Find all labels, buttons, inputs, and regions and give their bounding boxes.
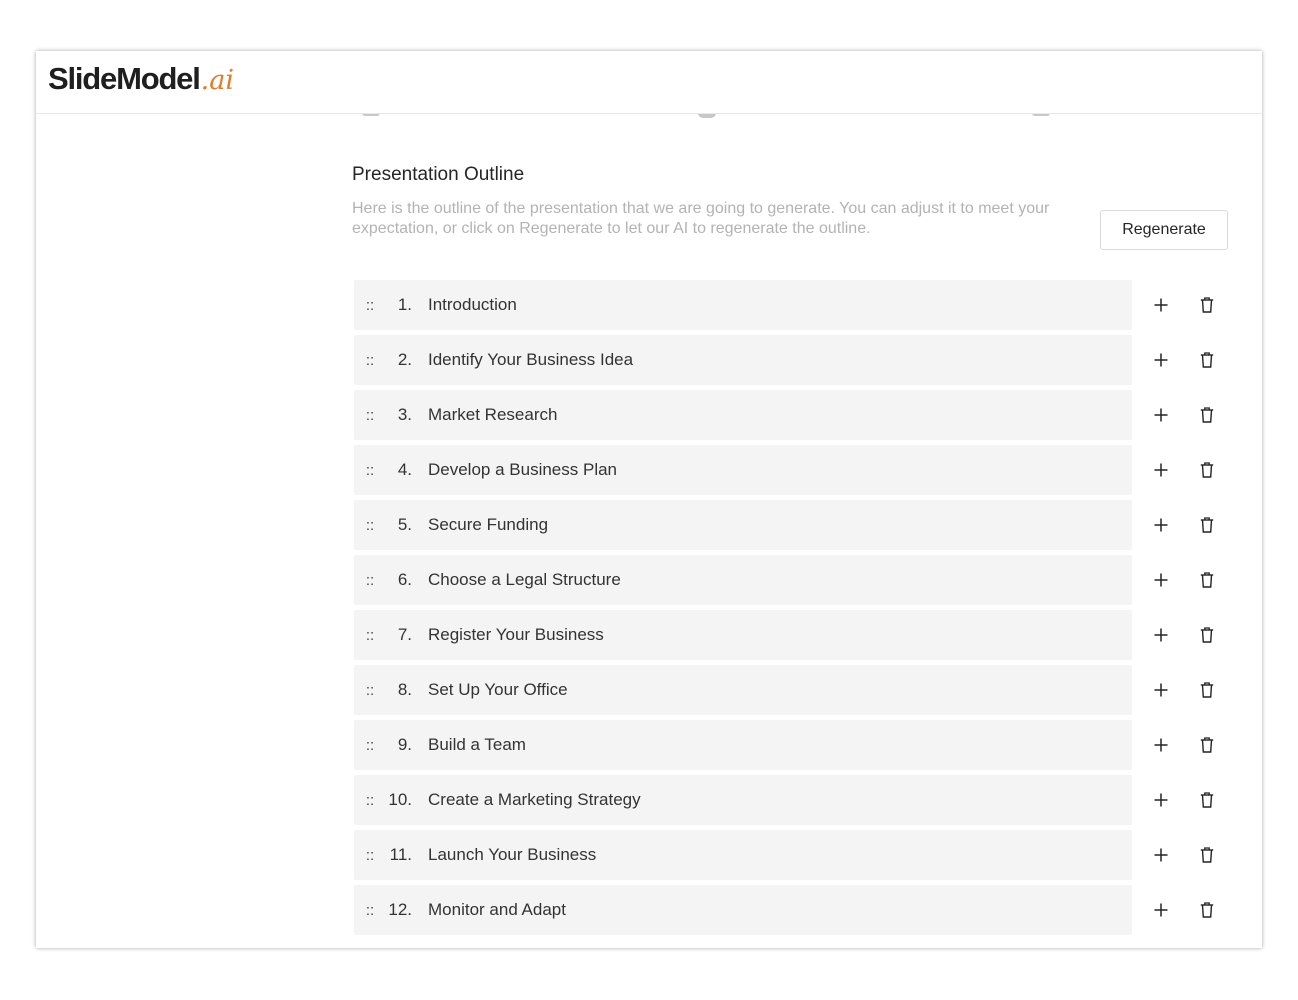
drag-handle-icon[interactable]: ::	[365, 406, 375, 424]
add-item-button[interactable]	[1146, 620, 1176, 650]
drag-handle-icon[interactable]: ::	[365, 571, 375, 589]
outline-item[interactable]	[354, 555, 1132, 605]
outline-row	[354, 775, 1232, 825]
outline-item[interactable]	[354, 665, 1132, 715]
trash-icon	[1200, 572, 1214, 588]
drag-handle-icon[interactable]: ::	[365, 461, 375, 479]
delete-item-button[interactable]	[1192, 510, 1222, 540]
item-title[interactable]: Identify Your Business Idea	[428, 350, 634, 369]
item-title[interactable]: Build a Team	[428, 735, 526, 754]
item-title[interactable]: Market Research	[428, 405, 558, 424]
drag-handle-icon[interactable]: ::	[365, 296, 375, 314]
item-title[interactable]: Create a Marketing Strategy	[428, 790, 641, 809]
item-number: 8.	[397, 680, 412, 699]
trash-icon	[1200, 352, 1214, 368]
plus-icon	[1154, 518, 1168, 532]
add-item-button[interactable]	[1146, 510, 1176, 540]
drag-handle-icon[interactable]: ::	[365, 681, 375, 699]
trash-icon	[1200, 462, 1214, 478]
add-item-button[interactable]	[1146, 675, 1176, 705]
outline-row	[354, 610, 1232, 660]
plus-icon	[1154, 628, 1168, 642]
plus-icon	[1154, 683, 1168, 697]
plus-icon	[1154, 573, 1168, 587]
item-number: 1.	[397, 295, 412, 314]
add-item-button[interactable]	[1146, 565, 1176, 595]
outline-row	[354, 830, 1232, 880]
outline-item[interactable]	[354, 445, 1132, 495]
drag-handle-icon[interactable]: ::	[365, 626, 375, 644]
trash-icon	[1200, 847, 1214, 863]
header-bar	[36, 51, 1262, 114]
plus-icon	[1154, 848, 1168, 862]
trash-icon	[1200, 737, 1214, 753]
item-title[interactable]: Choose a Legal Structure	[428, 570, 621, 589]
outline-item[interactable]	[354, 830, 1132, 880]
logo-wordmark: SlideModel	[48, 61, 200, 96]
delete-item-button[interactable]	[1192, 895, 1222, 925]
trash-icon	[1200, 407, 1214, 423]
outline-item[interactable]	[354, 610, 1132, 660]
plus-icon	[1154, 408, 1168, 422]
item-number: 10.	[388, 790, 412, 809]
drag-handle-icon[interactable]: ::	[365, 351, 375, 369]
delete-item-button[interactable]	[1192, 675, 1222, 705]
item-title[interactable]: Secure Funding	[428, 515, 549, 534]
add-item-button[interactable]	[1146, 730, 1176, 760]
drag-handle-icon[interactable]: ::	[365, 791, 375, 809]
outline-item[interactable]	[354, 775, 1132, 825]
drag-handle-icon[interactable]: ::	[365, 736, 375, 754]
trash-icon	[1200, 682, 1214, 698]
item-title[interactable]: Develop a Business Plan	[428, 460, 618, 479]
outline-item[interactable]	[354, 720, 1132, 770]
plus-icon	[1154, 738, 1168, 752]
outline-item[interactable]	[354, 500, 1132, 550]
add-item-button[interactable]	[1146, 400, 1176, 430]
item-number: 9.	[397, 735, 412, 754]
drag-handle-icon[interactable]: ::	[365, 901, 375, 919]
outline-row	[354, 885, 1232, 935]
plus-icon	[1154, 903, 1168, 917]
add-item-button[interactable]	[1146, 455, 1176, 485]
outline-row	[354, 445, 1232, 495]
plus-icon	[1154, 353, 1168, 367]
trash-icon	[1200, 517, 1214, 533]
outline-row	[354, 720, 1232, 770]
outline-row	[354, 280, 1232, 330]
item-number: 12.	[388, 900, 412, 919]
delete-item-button[interactable]	[1192, 565, 1222, 595]
delete-item-button[interactable]	[1192, 785, 1222, 815]
delete-item-button[interactable]	[1192, 400, 1222, 430]
delete-item-button[interactable]	[1192, 730, 1222, 760]
section-title: Presentation Outline	[352, 164, 525, 185]
item-title[interactable]: Set Up Your Office	[428, 680, 568, 699]
item-number: 11.	[389, 845, 412, 864]
section-description: Here is the outline of the presentation that we are going to generate. You can adjust it to meet your expectation, or click on Regenerate to let our AI to regenerate the outline.	[352, 200, 1050, 237]
plus-icon	[1154, 298, 1168, 312]
item-number: 7.	[397, 625, 412, 644]
regenerate-button[interactable]: Regenerate	[1100, 210, 1228, 250]
trash-icon	[1200, 792, 1214, 808]
app-window	[36, 51, 1262, 948]
description-row	[352, 199, 1232, 265]
outline-row	[354, 665, 1232, 715]
item-number: 4.	[397, 460, 412, 479]
trash-icon	[1200, 902, 1214, 918]
item-title[interactable]: Launch Your Business	[428, 845, 597, 864]
outline-item[interactable]	[354, 335, 1132, 385]
drag-handle-icon[interactable]: ::	[365, 846, 375, 864]
add-item-button[interactable]	[1146, 785, 1176, 815]
outline-section	[352, 163, 1232, 919]
item-title[interactable]: Monitor and Adapt	[428, 900, 566, 919]
drag-handle-icon[interactable]: ::	[365, 516, 375, 534]
item-number: 2.	[397, 350, 412, 369]
outline-item[interactable]	[354, 885, 1132, 935]
outline-item[interactable]	[354, 280, 1132, 330]
outline-row	[354, 390, 1232, 440]
trash-icon	[1200, 627, 1214, 643]
delete-item-button[interactable]	[1192, 290, 1222, 320]
item-title[interactable]: Introduction	[428, 295, 517, 314]
plus-icon	[1154, 463, 1168, 477]
outline-list	[354, 280, 1232, 940]
item-number: 5.	[397, 515, 412, 534]
outline-row	[354, 500, 1232, 550]
add-item-button[interactable]	[1146, 895, 1176, 925]
outline-row	[354, 555, 1232, 605]
item-number: 6.	[397, 570, 412, 589]
delete-item-button[interactable]	[1192, 620, 1222, 650]
plus-icon	[1154, 793, 1168, 807]
add-item-button[interactable]	[1146, 840, 1176, 870]
delete-item-button[interactable]	[1192, 840, 1222, 870]
add-item-button[interactable]	[1146, 290, 1176, 320]
outline-item[interactable]	[354, 390, 1132, 440]
add-item-button[interactable]	[1146, 345, 1176, 375]
slidemodel-logo[interactable]	[48, 61, 234, 97]
delete-item-button[interactable]	[1192, 345, 1222, 375]
trash-icon	[1200, 297, 1214, 313]
delete-item-button[interactable]	[1192, 455, 1222, 485]
outline-row	[354, 335, 1232, 385]
item-title[interactable]: Register Your Business	[428, 625, 604, 644]
logo-ai-suffix: .ai	[200, 65, 234, 96]
item-number: 3.	[397, 405, 412, 424]
